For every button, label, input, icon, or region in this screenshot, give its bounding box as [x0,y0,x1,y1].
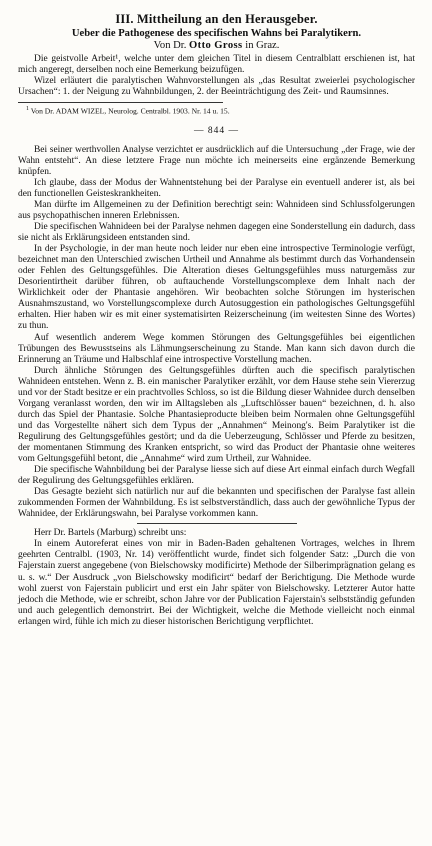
body-paragraph: Durch ähnliche Störungen des Geltungsgefühles dürften auch die specifisch paralytischen Wahnideen entstehen. Wenn z. B. ein manischer Paralytiker erzählt, vor dem Hause stehe sein Viererzug und vor der Stadt besitze er ein prachtvolles Schloss, so ist die Bildung dieser Wahnidee durch denselben Vorgang veranlasst worden, den wir im Alltagsleben als „Luftschlösser bauen“ bezeichnen, d. h. also durch das Spiel der Phantasie. Solche Phantasieproducte bleiben beim Normalen ohne Geltungsgefühl und das Vorgestellte nähert sich dem Typus der „Annahmen“ Meinong's. Beim Paralytiker ist die Regulirung des Geltungsgefühles gestört; und da die Ueberzeugung, Schlösser und Pferde zu besitzen, der momentanen Stimmung des Kranken entspricht, so wird das Product der Phantasie ohne weiteres vom Geltungsgefühl betont, die „Annahme“ wird zum Urtheil, zur Wahnidee. [18,365,415,465]
bartels-lead: Herr Dr. Bartels (Marburg) schreibt uns: [34,528,187,539]
body-paragraph: In der Psychologie, in der man heute noch leider nur eben eine introspective Terminologie verfügt, bezeichnet man den Unterschied zwischen Urtheil und Annahme als bestimmt durch das Vorhandensein oder Fehlen des Geltungsgefühles. Die Alteration dieses Geltungsgefühles muss naturgemäss zur Desorientirtheit darüber führen, ob auftauchende Vorstellungscomplexe dem Inhalt nach der Wirklichkeit oder der Phantasie angehören. Wir beobachten solche Störungen im hysterischen Ausnahmszustand, wo Vorstellungscomplexe durch Autosuggestion ein pathologisches Geltungsgefühl erhalten. Hier haben wir es mit einer systematisirten Reizerscheinung (im weitesten Sinne des Wortes) zu thun. [18,244,415,332]
byline-prefix: Von Dr. [153,40,187,51]
body-paragraph: Die specifische Wahnbildung bei der Paralyse liesse sich auf diese Art einmal einfach durch Wegfall der Regulirung des Geltungsgefühles erklären. [18,465,415,487]
footnote-text: Von Dr. ADAM WIZEL, Neurolog. Centralbl. 1903. Nr. 14 u. 15. [30,106,230,116]
footnote-divider [18,102,223,103]
body-paragraph: Das Gesagte bezieht sich natürlich nur auf die bekannten und specifischen der Paralyse fast allein zukommenden Formen der Wahnbildung. Es ist selbstverständlich, dass auch der gewöhnliche Typus der Wahnidee, der Erklärungswahn, bei Paralyse vorkommen kann. [18,487,415,520]
body-paragraph: Ich glaube, dass der Modus der Wahnentstehung bei der Paralyse ein eventuell anderer ist, als bei den functionellen Geisteskrankheiten. [18,177,415,199]
body-paragraph: Man dürfte im Allgemeinen zu der Definition berechtigt sein: Wahnideen sind Schlussfolgerungen aus psychopathischen inneren Erlebnissen. [18,199,415,221]
footnote-marker: 1 [26,106,29,113]
body-paragraph: Bei seiner werthvollen Analyse verzichtet er ausdrücklich auf die Untersuchung „der Frage, wie der Wahn entsteht“. An diese letztere Frage nun möchte ich meinerseits eine ergänzende Bemerkung knüpfen. [18,144,415,177]
article-title: Ueber die Pathogenese des specifischen Wahns bei Paralytikern. [71,28,362,39]
section-divider [137,523,297,524]
byline-place: in Graz. [245,40,280,51]
footnote [18,105,415,116]
body-paragraph: Die specifischen Wahnideen bei der Paralyse nehmen dagegen eine Sonderstellung ein dadurch, dass sie nicht als Erklärungsideen entstanden sind. [18,222,415,244]
section-heading: III. Mittheilung an den Herausgeber. [115,12,318,26]
author-name: Otto Gross [189,40,243,51]
bartels-paragraph: In einem Autoreferat eines von mir in Baden-Baden gehaltenen Vortrages, welches in Ihrem geehrten Centralbl. (1903, Nr. 14) veröffentlicht wurde, findet sich folgender Satz: „Durch die von Fajerstain zuerst angegebene (von Bielschowsky modificirte) Methode der Silberimprägnation gelang es u. s. w.“ Der Ausdruck „von Bielschowsky modificirt“ bedarf der Berichtigung. Die Methode wurde wohl zuerst von Fajerstain publicirt und erst ein Jahr später von Bielschowsky. Letzterer Autor hatte jedoch die Methode, wie er schreibt, schon Jahre vor der Publication Fajerstain's selbstständig gefunden und auch gelegentlich demonstrirt. Bei der Wichtigkeit, welche die Methode vielleicht noch einmal erlangen wird, fühle ich mich zu dieser historischen Berichtigung verpflichtet. [18,539,415,627]
page-number: — 844 — [194,125,239,136]
body-paragraph: Auf wesentlich anderem Wege kommen Störungen des Geltungsgefühles bei eigentlichen Trübungen des Bewusstseins als Lähmungserscheinung zu Stande. Man kann sich davon durch die Erinnerung an Träume und Halbschlaf eine introspective Vorstellung machen. [18,332,415,365]
intro-paragraph: Die geistvolle Arbeit¹, welche unter dem gleichen Titel in diesem Centralblatt erschienen ist, hat mich angeregt, derselben noch eine Bemerkung beizufügen. [18,54,415,76]
intro-paragraph: Wizel erläutert die paralytischen Wahnvorstellungen als „das Resultat zweierlei psychologischer Ursachen“: 1. der Neigung zu Wahnbildungen, 2. der Beeinträchtigung des Zeit- und Raumsinnes. [18,76,415,98]
byline [18,40,415,52]
